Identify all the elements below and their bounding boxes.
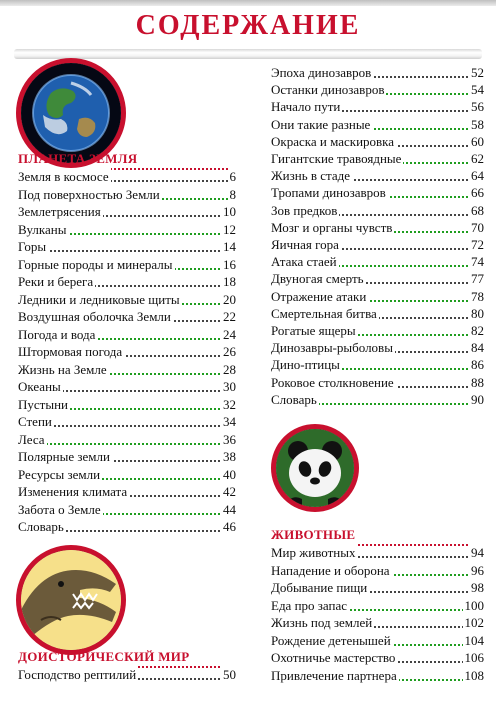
toc-entry-title: Штормовая погода: [18, 344, 123, 359]
toc-entry-title: Жизнь под землей: [271, 615, 373, 630]
toc-entry: [18, 378, 236, 396]
toc-entry-page: 102: [464, 615, 484, 630]
toc-entry-page: 70: [471, 219, 484, 235]
toc-entry: [271, 219, 484, 237]
toc-entry-title: Атака стаей: [271, 254, 337, 270]
toc-entry-title: Привлечение партнера: [271, 667, 397, 683]
toc-entry-page: 68: [471, 202, 484, 218]
toc-entry-title: Еда про запас: [271, 597, 348, 613]
tyrannosaurus-graphic: [21, 550, 121, 650]
toc-entry: [18, 273, 236, 291]
panda-face-icon: [271, 424, 359, 512]
toc-entry-page: 80: [471, 305, 484, 321]
toc-entry: [271, 98, 484, 116]
toc-entry-title: Двуногая смерть: [271, 271, 364, 287]
toc-entry-page: 18: [223, 274, 236, 289]
toc-entry-page: 74: [471, 254, 484, 270]
toc-entry: [271, 667, 484, 685]
section-title-prehistoric: ДОИСТОРИЧЕСКИЙ МИР: [18, 649, 190, 664]
toc-entry-page: 64: [471, 168, 484, 184]
toc-entry-title: Начало пути: [271, 99, 341, 115]
toc-entry-title: Динозавры-рыболовы: [271, 340, 393, 356]
tyrannosaurus-head-icon: [16, 545, 126, 655]
toc-entry: [18, 256, 236, 274]
toc-entry-page: 94: [471, 545, 484, 560]
toc-entry-title: Вулканы: [18, 221, 67, 237]
toc-entry-title: Забота о Земле: [18, 501, 101, 517]
toc-entry-page: 12: [223, 221, 236, 237]
toc-entry-page: 42: [223, 484, 236, 499]
toc-entry: [18, 448, 236, 466]
top-frame: [0, 0, 496, 6]
toc-entry: [271, 632, 484, 650]
toc-entry: [271, 339, 484, 357]
toc-entry-page: 52: [471, 65, 484, 80]
toc-entry: [271, 322, 484, 340]
toc-entry-title: Эпоха динозавров: [271, 65, 372, 80]
toc-entry-page: 46: [223, 519, 236, 534]
toc-entry: [18, 326, 236, 344]
toc-entry-title: Погода и вода: [18, 326, 96, 342]
toc-animals-list: [271, 544, 484, 694]
toc-entry-title: Горные породы и минералы: [18, 256, 173, 272]
toc-entry-page: 58: [471, 116, 484, 132]
toc-entry-title: Ресурсы земли: [18, 466, 101, 482]
toc-entry-title: Мир животных: [271, 545, 356, 560]
toc-entry-title: Роковое столкновение: [271, 374, 394, 390]
toc-planet-list: [18, 168, 236, 538]
toc-entry-page: 54: [471, 82, 484, 98]
toc-entry-page: 56: [471, 99, 484, 115]
toc-entry-title: Жизнь в стаде: [271, 168, 351, 184]
toc-entry-page: 104: [464, 632, 484, 648]
toc-entry-page: 62: [471, 151, 484, 166]
toc-entry: [18, 203, 236, 221]
toc-entry-page: 96: [471, 562, 484, 578]
toc-entry-title: Под поверхностью Земли: [18, 186, 160, 202]
toc-entry-title: Они такие разные: [271, 116, 371, 132]
toc-entry-page: 8: [229, 186, 236, 202]
toc-entry-title: Добывание пищи: [271, 580, 368, 595]
toc-entry: [271, 236, 484, 254]
earth-globe-graphic: [21, 63, 121, 163]
toc-entry-title: Мозг и органы чувств: [271, 219, 393, 235]
toc-entry-title: Нападение и оборона: [271, 562, 390, 578]
toc-entry: [271, 391, 484, 409]
toc-entry-title: Реки и берега: [18, 274, 94, 289]
toc-entry-page: 44: [223, 501, 236, 517]
toc-entry-title: Пустыни: [18, 396, 68, 412]
toc-entry-page: 66: [471, 185, 484, 201]
toc-entry-page: 100: [464, 597, 484, 613]
toc-entry: [271, 305, 484, 323]
toc-entry: [271, 133, 484, 151]
toc-entry-title: Гигантские травоядные: [271, 151, 402, 166]
section-title-planet: ПЛАНЕТА ЗЕМЛЯ: [18, 151, 138, 166]
toc-entry-title: Смертельная битва: [271, 305, 377, 321]
toc-entry: [271, 579, 484, 597]
toc-entry-title: Яичная гора: [271, 237, 339, 252]
toc-entry: [271, 253, 484, 271]
toc-entry: [271, 116, 484, 134]
toc-entry-page: 50: [223, 667, 236, 682]
toc-entry-title: Воздушная оболочка Земли: [18, 309, 171, 324]
toc-entry: [18, 431, 236, 449]
toc-entry-page: 28: [223, 361, 236, 377]
toc-entry: [271, 184, 484, 202]
toc-entry-page: 20: [223, 291, 236, 307]
toc-entry-title: Дино-птицы: [271, 357, 340, 373]
toc-entry-page: 78: [471, 288, 484, 304]
toc-entry: [271, 81, 484, 99]
dot-leader: [18, 443, 236, 445]
toc-entry-title: Степи: [18, 414, 52, 429]
toc-entry-title: Окраска и маскировка: [271, 133, 395, 149]
toc-entry-page: 84: [471, 340, 484, 356]
toc-entry-title: Словарь: [18, 519, 64, 534]
toc-entry-title: Горы: [18, 239, 47, 254]
toc-entry-page: 10: [223, 204, 236, 219]
toc-entry: [18, 186, 236, 204]
toc-entry: [18, 501, 236, 519]
toc-entry: [271, 597, 484, 615]
toc-entry-title: Ледники и ледниковые щиты: [18, 291, 180, 307]
toc-entry: [18, 221, 236, 239]
toc-entry: [18, 466, 236, 484]
toc-entry-page: 88: [471, 374, 484, 390]
toc-entry-title: Зов предков: [271, 202, 338, 218]
toc-entry-title: Словарь: [271, 391, 317, 407]
toc-entry-title: Жизнь на Земле: [18, 361, 107, 377]
toc-dinosaur-list: [271, 64, 484, 414]
toc-entry-page: 98: [471, 580, 484, 595]
toc-entry-title: Отражение атаки: [271, 288, 367, 304]
toc-entry-page: 36: [223, 431, 236, 447]
dot-leader: [18, 250, 236, 252]
toc-entry-page: 60: [471, 133, 484, 149]
toc-entry-page: 86: [471, 357, 484, 373]
toc-entry-title: Тропами динозавров: [271, 185, 386, 201]
toc-entry: [271, 614, 484, 632]
toc-entry: [271, 562, 484, 580]
toc-entry-page: 38: [223, 449, 236, 464]
toc-entry-title: Изменения климата: [18, 484, 128, 499]
toc-entry: [271, 356, 484, 374]
toc-entry: [271, 64, 484, 82]
toc-entry-title: Рождение детенышей: [271, 632, 391, 648]
toc-entry-title: Останки динозавров: [271, 82, 385, 98]
page-title: СОДЕРЖАНИЕ: [135, 10, 361, 41]
toc-entry-title: Охотничье мастерство: [271, 650, 396, 665]
toc-entry-page: 32: [223, 396, 236, 412]
toc-entry: [271, 544, 484, 562]
section-title-animals: ЖИВОТНЫЕ: [271, 527, 356, 542]
toc-entry: [18, 483, 236, 501]
toc-entry: [18, 518, 236, 536]
toc-entry: [18, 291, 236, 309]
toc-entry: [18, 308, 236, 326]
title-divider-bar: [14, 49, 482, 59]
toc-entry: [18, 413, 236, 431]
toc-entry: [271, 649, 484, 667]
toc-entry-page: 26: [223, 344, 236, 359]
toc-entry: [18, 168, 236, 186]
toc-entry-page: 90: [471, 391, 484, 407]
toc-entry-page: 77: [471, 271, 484, 287]
toc-prehistoric-list: [18, 666, 236, 686]
panda-graphic: [276, 429, 354, 507]
toc-entry: [18, 361, 236, 379]
toc-entry: [271, 270, 484, 288]
toc-entry: [18, 666, 236, 684]
toc-entry-page: 34: [223, 414, 236, 429]
toc-entry-page: 72: [471, 237, 484, 252]
toc-entry-title: Рогатые ящеры: [271, 323, 356, 338]
toc-entry: [271, 150, 484, 168]
toc-entry-title: Полярные земли: [18, 449, 110, 464]
toc-entry-page: 30: [223, 379, 236, 394]
toc-entry-page: 24: [223, 326, 236, 342]
toc-entry-title: Господство рептилий: [18, 667, 137, 682]
toc-entry-page: 82: [471, 323, 484, 338]
toc-entry-page: 14: [223, 239, 236, 254]
toc-entry: [271, 374, 484, 392]
toc-entry: [18, 396, 236, 414]
toc-entry-title: Леса: [18, 431, 45, 447]
toc-entry: [271, 167, 484, 185]
toc-entry: [18, 238, 236, 256]
toc-entry-page: 22: [223, 309, 236, 324]
toc-entry-title: Океаны: [18, 379, 61, 394]
toc-entry: [271, 288, 484, 306]
toc-entry-title: Земля в космосе: [18, 169, 109, 184]
toc-entry-page: 108: [464, 667, 484, 683]
toc-entry-page: 16: [223, 256, 236, 272]
toc-entry-page: 106: [464, 650, 484, 665]
toc-entry: [18, 343, 236, 361]
toc-entry-page: 6: [229, 169, 236, 184]
toc-entry-page: 40: [223, 466, 236, 482]
toc-entry: [271, 202, 484, 220]
toc-entry-title: Землетрясения: [18, 204, 101, 219]
